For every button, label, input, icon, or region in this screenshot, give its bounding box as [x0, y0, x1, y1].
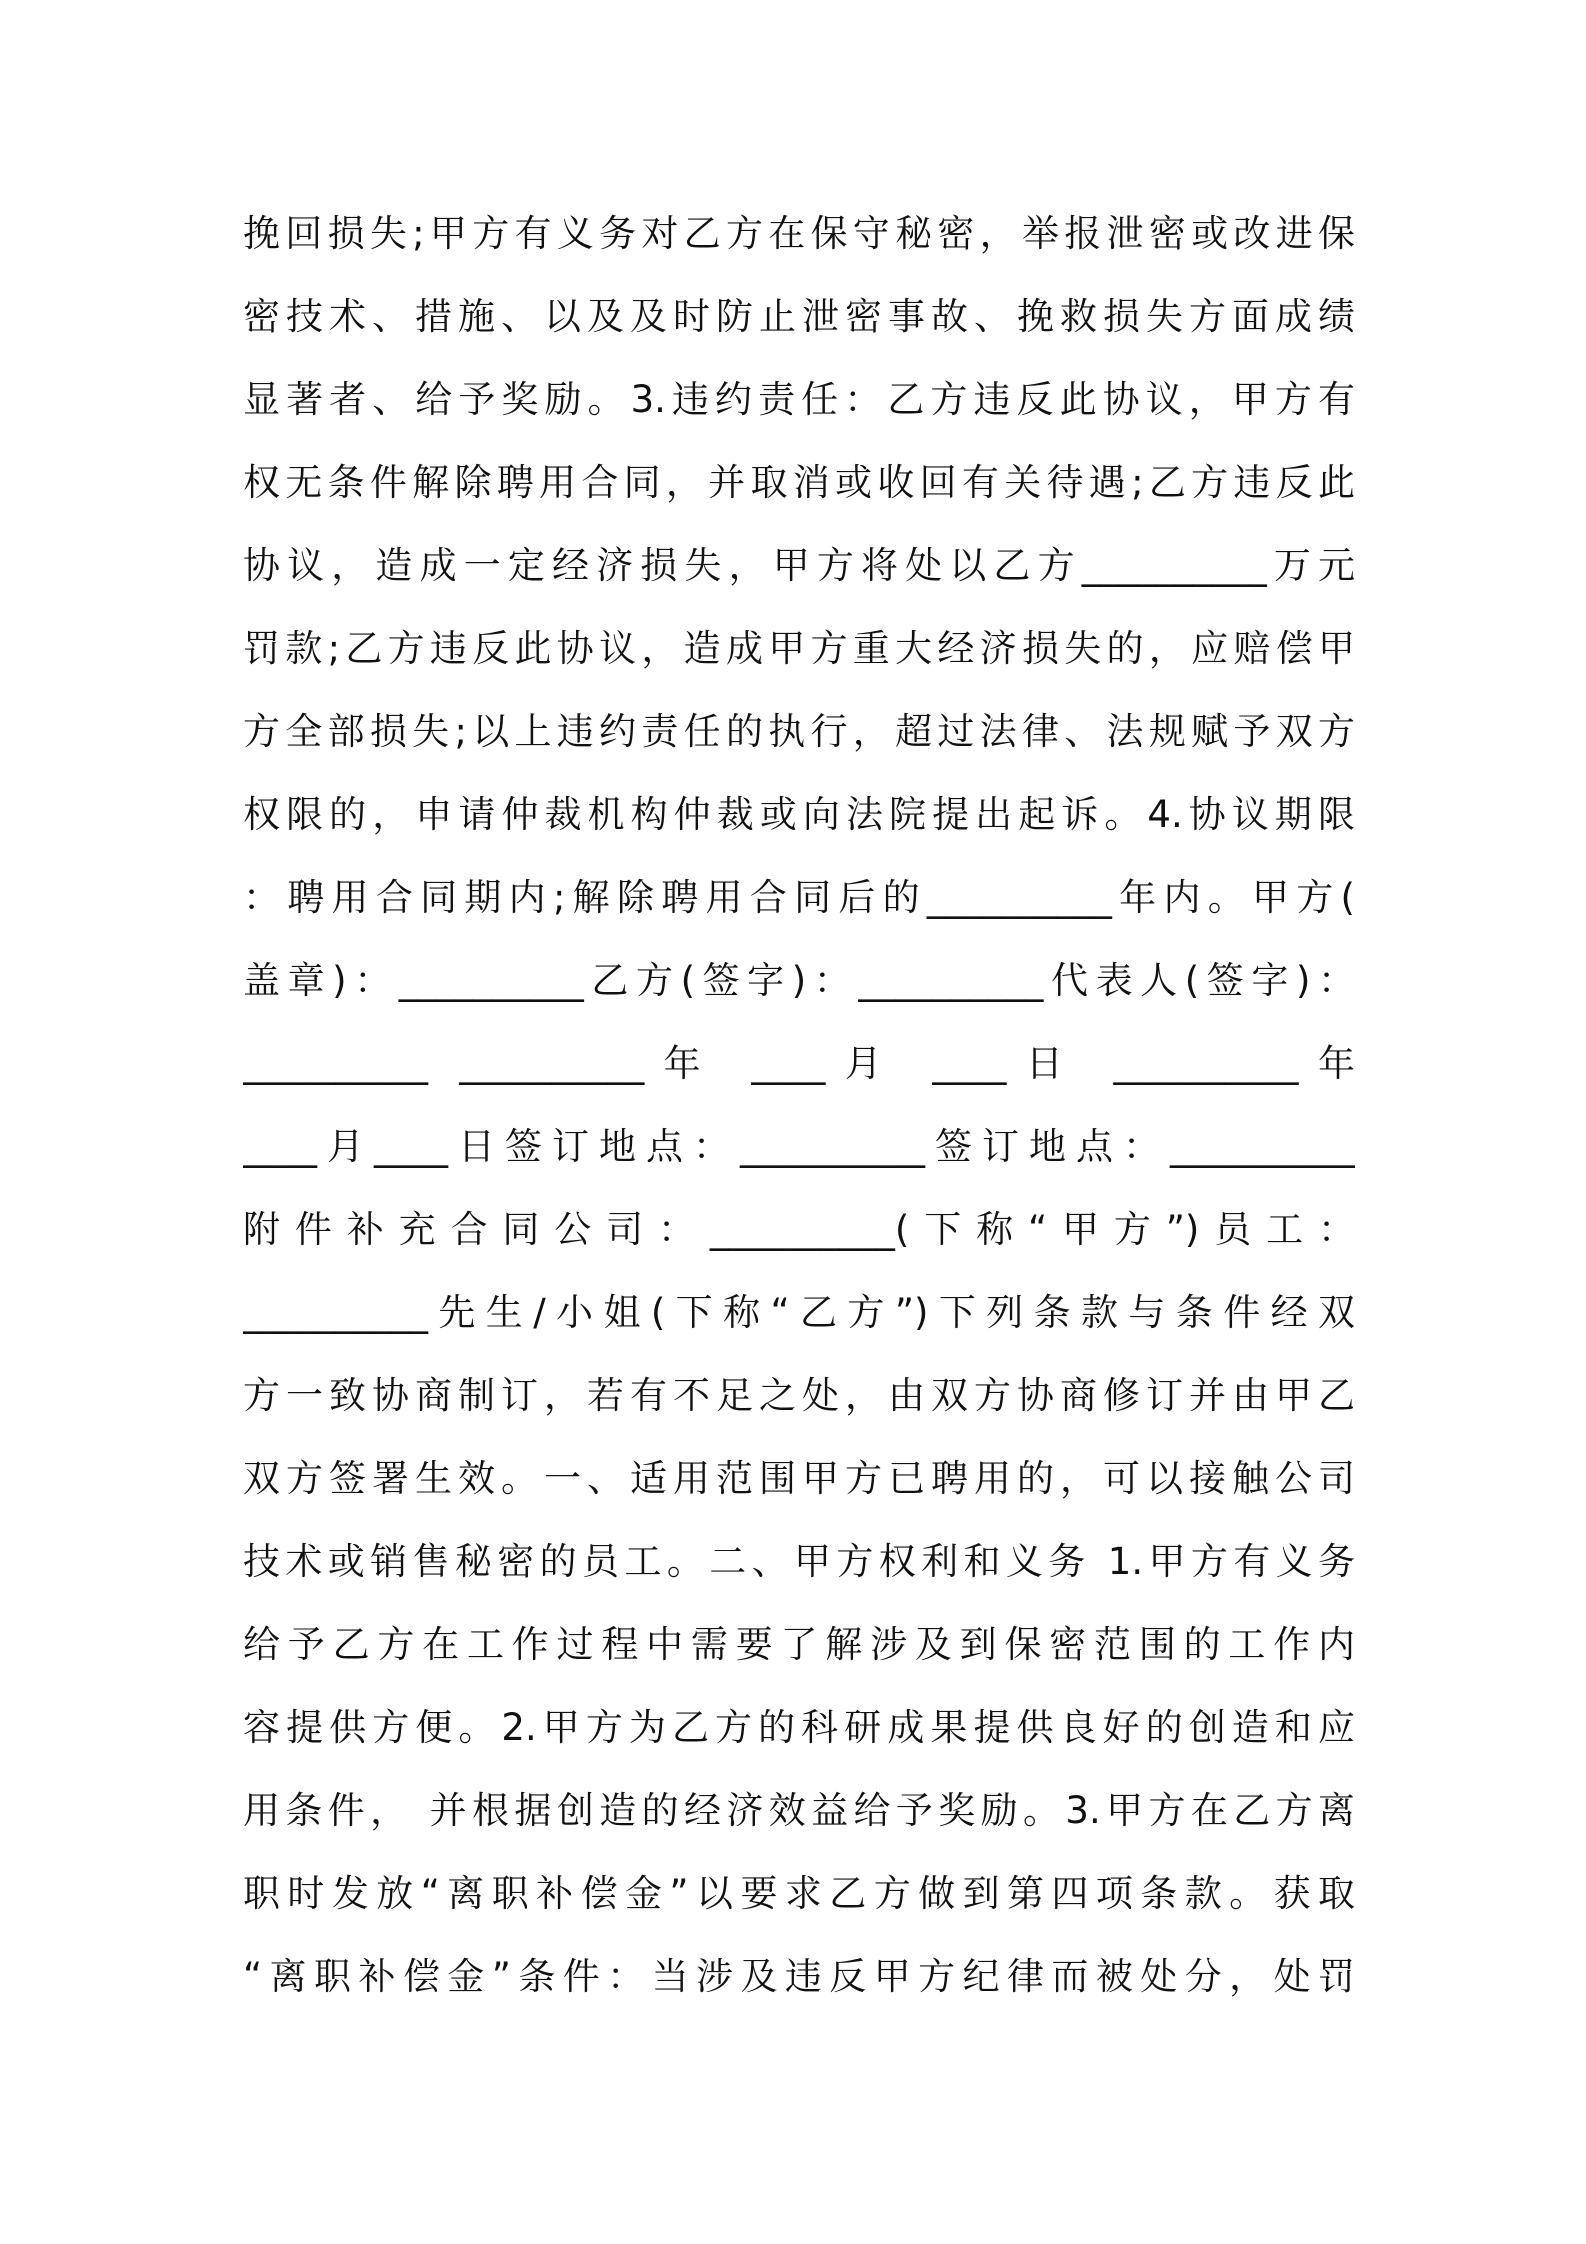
text-line-12: ____月____日签订地点：__________签订地点：__________: [243, 1125, 1355, 1168]
text-line-11: __________ __________年 ____月 ____日 __________年: [243, 1042, 1355, 1085]
body-text: [243, 192, 1355, 2018]
text-line-22: “离职补偿金”条件：当涉及违反甲方纪律而被处分，处罚: [243, 1955, 1355, 1998]
text-line-6: 罚款;乙方违反此协议，造成甲方重大经济损失的，应赔偿甲: [243, 627, 1355, 670]
text-line-15: 方一致协商制订，若有不足之处，由双方协商修订并由甲乙: [243, 1374, 1355, 1417]
text-line-5: 协议，造成一定经济损失，甲方将处以乙方__________万元: [243, 544, 1355, 587]
text-line-17: 技术或销售秘密的员工。二、甲方权利和义务 1.甲方有义务: [243, 1540, 1355, 1583]
text-line-21: 职时发放“离职补偿金”以要求乙方做到第四项条款。获取: [243, 1872, 1355, 1915]
text-line-1: 挽回损失;甲方有义务对乙方在保守秘密，举报泄密或改进保: [243, 212, 1355, 255]
text-line-3: 显著者、给予奖励。3.违约责任：乙方违反此协议，甲方有: [243, 378, 1355, 421]
text-line-16: 双方签署生效。一、适用范围甲方已聘用的，可以接触公司: [243, 1457, 1355, 1500]
text-line-14: __________先生/小姐(下称“乙方”)下列条款与条件经双: [243, 1291, 1355, 1334]
text-line-20: 用条件， 并根据创造的经济效益给予奖励。3.甲方在乙方离: [243, 1789, 1355, 1832]
text-line-10: 盖章)：__________乙方(签字)：__________代表人(签字)：: [243, 959, 1355, 1002]
text-line-7: 方全部损失;以上违约责任的执行，超过法律、法规赋予双方: [243, 710, 1355, 753]
text-line-9: ：聘用合同期内;解除聘用合同后的__________年内。甲方(: [243, 876, 1355, 919]
text-line-18: 给予乙方在工作过程中需要了解涉及到保密范围的工作内: [243, 1623, 1355, 1666]
text-line-4: 权无条件解除聘用合同，并取消或收回有关待遇;乙方违反此: [243, 461, 1355, 504]
text-line-2: 密技术、措施、以及及时防止泄密事故、挽救损失方面成绩: [243, 295, 1355, 338]
text-line-13: 附件补充合同公司：__________(下称“甲方”)员工：: [243, 1208, 1355, 1251]
text-line-8: 权限的，申请仲裁机构仲裁或向法院提出起诉。4.协议期限: [243, 793, 1355, 836]
text-line-19: 容提供方便。2.甲方为乙方的科研成果提供良好的创造和应: [243, 1706, 1355, 1749]
